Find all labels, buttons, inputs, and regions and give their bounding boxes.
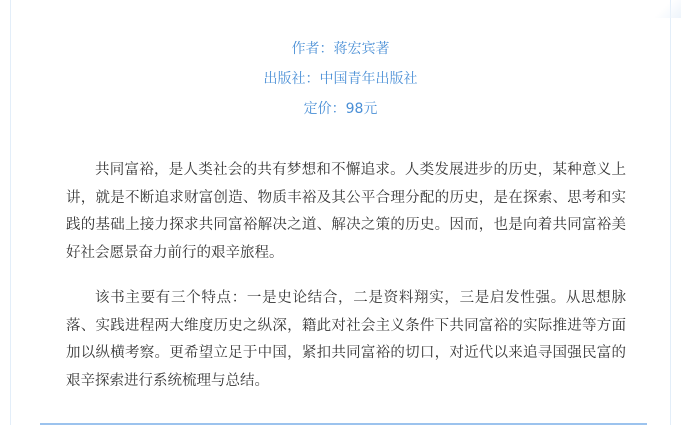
left-frame-line [10, 0, 11, 425]
bottom-divider [40, 423, 647, 425]
book-author: 作者：蒋宏宾著 [291, 41, 390, 57]
intro-paragraph: 共同富裕，是人类社会的共有梦想和不懈追求。人类发展进步的历史，某种意义上讲，就是不断追求财富创造、物质丰裕及其公平合理分配的历史，是在探索、思考和实践的基础上接力探求共同富裕解决之道、解决之策的历史。因而，也是向着共同富裕美好社会愿景奋力前行的艰辛旅程。 [66, 162, 626, 261]
right-frame-line [670, 0, 671, 425]
book-price: 定价：98元 [303, 101, 378, 117]
book-publisher: 出版社：中国青年出版社 [263, 71, 418, 87]
corner-decoration [653, 0, 681, 18]
features-paragraph: 该书主要有三个特点：一是史论结合，二是资料翔实，三是启发性强。从思想脉落、实践进程两大维度历史之纵深，籍此对社会主义条件下共同富裕的实际推进等方面加以纵横考察。更希望立足于中国，紧扣共同富裕的切口，对近代以来追寻国强民富的艰辛探索进行系统梳理与总结。 [66, 290, 626, 389]
